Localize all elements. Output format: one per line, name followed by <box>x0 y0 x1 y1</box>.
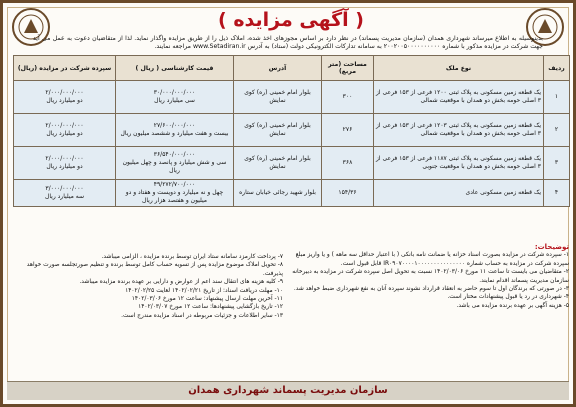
col-header-area: مساحت (متر مربع) <box>322 56 374 81</box>
property-description: یک قطعه زمین مسکونی به پلاک ثبتی ۱۲۰۳ فرعی از ۱۵۳ فرعی از ۳ اصلی حومه بخش دو همدان با موقعیت شمالی <box>374 114 544 147</box>
ad-title: ( آگهی مزایده ) <box>218 9 364 31</box>
properties-table <box>13 55 570 207</box>
property-address: بلوار امام خمینی (ره) کوی نمایش <box>234 114 322 147</box>
property-area: ۲۷۶ <box>322 114 374 147</box>
notes-heading: توضیحات: <box>534 243 569 251</box>
deposit-amount <box>14 147 116 180</box>
property-area: ۱۵۴/۳۶ <box>322 180 374 207</box>
note-item: ۱۳- سایر اطلاعات و جزئیات مربوطه در اسناد مزایده مندرج است. <box>121 312 283 319</box>
property-area: ۳۰۰ <box>322 81 374 114</box>
deposit-amount <box>14 114 116 147</box>
note-item: ۱۲- تاریخ بازگشایی پیشنهادها: ساعت ۱۲ مورخ ۱۴۰۲/۰۳/۰۷ <box>138 304 283 311</box>
property-address: بلوار امام خمینی (ره) کوی نمایش <box>234 81 322 114</box>
property-description: یک قطعه زمین مسکونی عادی <box>374 180 544 207</box>
col-header-property-type: نوع ملک <box>374 56 544 81</box>
table-row <box>14 114 570 147</box>
price-figure: ۳۶/۵۴۰/۰۰۰/۰۰۰ <box>153 151 196 158</box>
note-item: ۴- شهرداری در رد یا قبول پیشنهادات مختار است. <box>447 294 569 301</box>
price-figure: ۴۹/۲۷۲/۷۰۰/۰۰۰ <box>153 181 196 188</box>
price-figure: ۳۰/۰۰۰/۰۰۰/۰۰۰ <box>153 89 196 96</box>
row-number: ۴ <box>544 180 570 207</box>
property-address: بلوار امام خمینی (ره) کوی نمایش <box>234 147 322 180</box>
price-in-words: سی میلیارد ریال <box>154 97 195 104</box>
table-row <box>14 147 570 180</box>
deposit-amount <box>14 180 116 207</box>
col-header-deposit: سپرده شرکت در مزایده (ریال) <box>14 56 116 81</box>
note-item: ۹- کلیه هزینه های انتقال سند اعم از عوارض و دارایی بر عهده برنده مزایده میباشد. <box>79 279 283 286</box>
note-item: ۲- متقاضیان می بایست تا ساعت ۱۱ مورخ ۱۴۰۲/۰۳/۰۶ نسبت به تحویل اصل سپرده شرکت در مزایده به دبیرخانه سازمان مدیریت پسماند اقدام نمایند. <box>292 269 569 284</box>
row-number: ۱ <box>544 81 570 114</box>
appraisal-price <box>116 180 234 207</box>
notes-column-left <box>13 253 283 320</box>
deposit-figure: ۲/۰۰۰/۰۰۰/۰۰۰ <box>45 122 84 129</box>
deposit-in-words: دو میلیارد ریال <box>46 163 83 170</box>
price-in-words: بیست و هفت میلیارد و ششصد میلیون ریال <box>120 130 229 137</box>
property-area: ۳۶۸ <box>322 147 374 180</box>
intro-paragraph: بدینوسیله به اطلاع میرساند شهرداری همدان (سازمان مدیریت پسماند) در نظر دارد بر اساس مجوزهای اخذ شده، املاک ذیل را از طریق مزایده واگذار نماید. لذا از متقاضیان دعوت به عمل می آید جهت شرکت در مزایده مذکور با شماره ۲۰۰۲۰۰۵۰۰۰۰۰۰۰۰۰۰ به سامانه تدارکات الکترونیکی دولت (ستاد) به آدرس www.Setadiran.ir مراجعه نمایند. <box>33 35 543 50</box>
appraisal-price <box>116 114 234 147</box>
deposit-figure: ۲/۰۰۰/۰۰۰/۰۰۰ <box>45 89 84 96</box>
intro-text <box>33 35 543 51</box>
table-row <box>14 81 570 114</box>
col-header-appraisal-price: قیمت کارشناسی ( ریال ) <box>116 56 234 81</box>
deposit-in-words: سه میلیارد ریال <box>44 193 85 200</box>
deposit-in-words: دو میلیارد ریال <box>46 130 83 137</box>
row-number: ۳ <box>544 147 570 180</box>
note-item: ۷- پرداخت کارمزد سامانه ستاد ایران توسط برنده مزایده ، الزامی میباشد. <box>101 254 283 260</box>
price-in-words: سی و شش میلیارد و پانصد و چهل میلیون ریال <box>122 159 227 174</box>
property-description: یک قطعه زمین مسکونی به پلاک ثبتی ۱۲۰۰ فرعی از ۱۵۳ فرعی از ۳ اصلی حومه بخش دو همدان با موقعیت شمالی <box>374 81 544 114</box>
deposit-in-words: دو میلیارد ریال <box>46 97 83 104</box>
note-item: ۳- در صورتی که برندگان اول تا سوم حاضر به انعقاد قرارداد نشوند سپرده آنان به نفع شهرداری ضبط خواهد شد. <box>293 286 569 293</box>
col-header-row-number: ردیف <box>544 56 570 81</box>
price-in-words: چهل و نه میلیارد و دویست و هفتاد و دو میلیون و هفتصد هزار ریال <box>125 189 224 204</box>
footer-organization: سازمان مدیریت پسماند شهرداری همدان <box>7 381 569 400</box>
row-number: ۲ <box>544 114 570 147</box>
note-item: ۵- هزینه آگهی بر عهده برنده مزایده می باشد. <box>456 302 569 309</box>
property-address: بلوار شهید رجائی خیابان ستاره <box>234 180 322 207</box>
appraisal-price <box>116 147 234 180</box>
note-item: ۱۰- مهلت دریافت اسناد: از تاریخ ۱۴۰۲/۰۲/۲۱ لغایت ۱۴۰۲/۰۲/۲۵ <box>125 287 283 294</box>
note-item: ۱- سپرده شرکت در مزایده بصورت اسناد خزانه یا ضمانت نامه بانکی ( با اعتبار حداقل سه ماهه ) و یا واریز مبلغ سپرده شرکت در مزایده به حساب شماره IR۰۹۰۷۰۰۰۰۱۰۰۰۰۰۰۰۰۰۰۰۰۰۰۰ قابل قبول است. <box>295 252 569 267</box>
note-item: ۱۱- آخرین مهلت ارسال پیشنهاد: ساعت ۱۲ مورخ ۱۴۰۲/۰۳/۰۶ <box>131 296 283 303</box>
deposit-figure: ۳/۰۰۰/۰۰۰/۰۰۰ <box>45 185 84 192</box>
deposit-amount <box>14 81 116 114</box>
table-header-row <box>14 56 570 81</box>
table-row <box>14 180 570 207</box>
appraisal-price <box>116 81 234 114</box>
price-figure: ۲۷/۶۰۰/۰۰۰/۰۰۰ <box>153 122 196 129</box>
note-item: ۸- تحویل املاک موضوع مزایده پس از تسویه حساب کامل توسط برنده و تنظیم صورتجلسه صورت خواهد پذیرفت. <box>26 262 283 277</box>
deposit-figure: ۲/۰۰۰/۰۰۰/۰۰۰ <box>45 155 84 162</box>
property-description: یک قطعه زمین مسکونی به پلاک ثبتی ۱۱۸۷ فرعی از ۱۵۳ فرعی از ۳ اصلی حومه بخش دو همدان با موقعیت جنوبی <box>374 147 544 180</box>
notes-column-right <box>289 243 569 310</box>
col-header-address: آدرس <box>234 56 322 81</box>
